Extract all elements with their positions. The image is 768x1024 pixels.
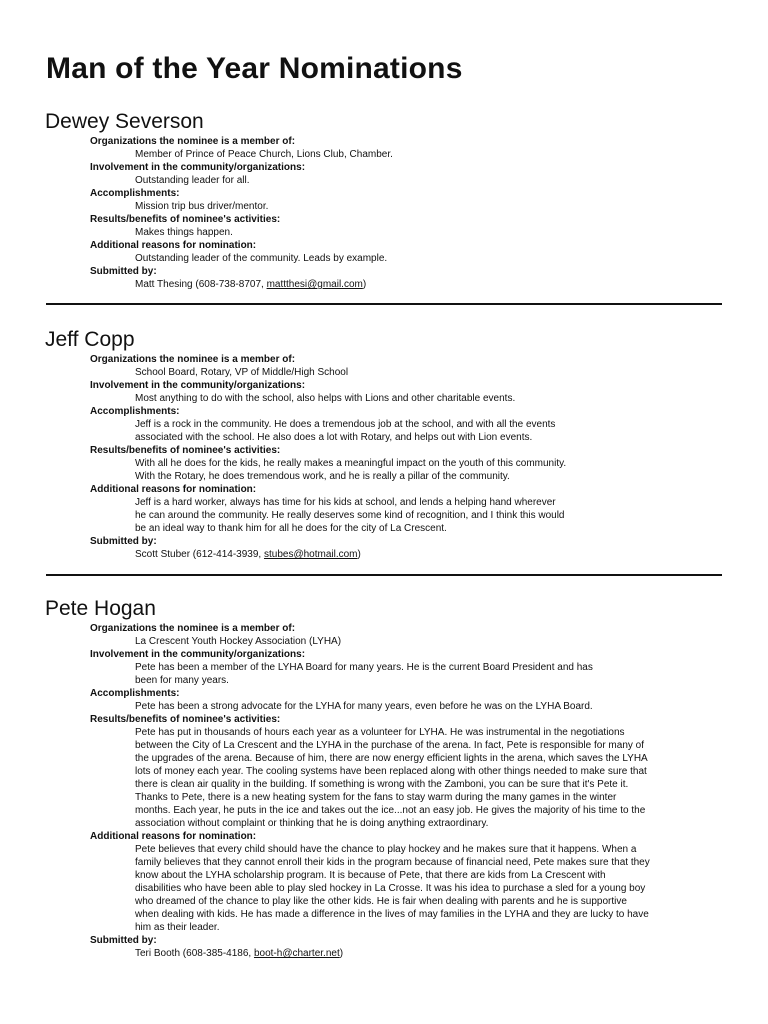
field-value-accomplishments [0, 700, 768, 713]
text-line: family believes that they cannot enroll their kids in the program because of financial need, Pete makes sure that they [135, 857, 650, 868]
text-line: been for many years. [135, 675, 229, 686]
field-label-submitted: Submitted by: [90, 266, 157, 277]
field-value-involvement [0, 661, 768, 687]
field-label-orgs: Organizations the nominee is a member of: [90, 136, 296, 147]
text-line: Jeff is a rock in the community. He does a tremendous job at the school, and with all the events [135, 419, 556, 430]
text-line: him as their leader. [135, 922, 220, 933]
text-line: association without complaint or thinking that he is doing anything extraordinary. [135, 818, 489, 829]
field-value-orgs [0, 366, 768, 379]
field-label-additional: Additional reasons for nomination: [90, 484, 257, 495]
field-label-accomplishments: Accomplishments: [90, 688, 180, 699]
text-line: La Crescent Youth Hockey Association (LYHA) [135, 636, 342, 647]
text-line: there is clean air quality in the building. If something is wrong with the Zamboni, you can be sure that it's Pete it. [135, 779, 629, 790]
field-value-accomplishments [0, 200, 768, 213]
text-line: With the Rotary, he does tremendous work, and he is really a pillar of the community. [135, 471, 510, 482]
submitter-name-phone: Matt Thesing (608-738-8707, [135, 279, 267, 290]
submitter-suffix: ) [339, 948, 344, 959]
field-label-results: Results/benefits of nominee's activities: [90, 214, 281, 225]
text-line: disabilities who have been able to play sled hockey in La Crosse. It was his idea to purchase a sled for a young boy [135, 883, 646, 894]
submitted-by [0, 548, 768, 561]
field-value-results [0, 457, 768, 483]
text-line: Pete believes that every child should have the chance to play hockey and he makes sure that it happens. When a [135, 844, 637, 855]
field-value-results [0, 726, 768, 830]
field-value-involvement [0, 392, 768, 405]
text-line: Pete has been a member of the LYHA Board for many years. He is the current Board President and has [135, 662, 593, 673]
submitter-suffix: ) [362, 279, 367, 290]
field-label-submitted: Submitted by: [90, 536, 157, 547]
text-line: lots of money each year. The cooling systems have been replaced along with other things needed to make sure that [135, 766, 647, 777]
field-value-orgs [0, 148, 768, 161]
text-line: when dealing with kids. He has made a difference in the lives of may families in the LYHA and they are lucky to have [135, 909, 649, 920]
nominee-name: Dewey Severson [45, 110, 204, 133]
field-value-accomplishments [0, 418, 768, 444]
submitter-name-phone: Teri Booth (608-385-4186, [135, 948, 254, 959]
text-line: months. Each year, he puts in the ice and takes out the ice...not an easy job. He gives the majority of his time to the [135, 805, 646, 816]
section-divider [46, 303, 722, 305]
text-line: who dreamed of the chance to play like the other kids. He is fair when dealing with parents and he is supportive [135, 896, 627, 907]
text-line: Outstanding leader of the community. Leads by example. [135, 253, 388, 264]
field-label-orgs: Organizations the nominee is a member of: [90, 354, 296, 365]
field-label-orgs: Organizations the nominee is a member of: [90, 623, 296, 634]
submitter-email-link[interactable]: mattthesi@gmail.com [266, 279, 363, 290]
field-label-accomplishments: Accomplishments: [90, 188, 180, 199]
text-line: between the City of La Crescent and the LYHA in the purchase of the arena. In fact, Pete is responsible for many of [135, 740, 644, 751]
text-line: With all he does for the kids, he really makes a meaningful impact on the youth of this community. [135, 458, 567, 469]
field-label-involvement: Involvement in the community/organizations: [90, 649, 306, 660]
text-line: the upgrades of the arena. Because of him, there are now energy efficient lights in the arena, which saves the LYHA [135, 753, 648, 764]
field-label-involvement: Involvement in the community/organizations: [90, 162, 306, 173]
text-line: School Board, Rotary, VP of Middle/High School [135, 367, 349, 378]
text-line: Makes things happen. [135, 227, 233, 238]
submitter-name-phone: Scott Stuber (612-414-3939, [135, 549, 264, 560]
field-label-involvement: Involvement in the community/organizations: [90, 380, 306, 391]
text-line: Outstanding leader for all. [135, 175, 250, 186]
text-line: Most anything to do with the school, also helps with Lions and other charitable events. [135, 393, 516, 404]
text-line: Thanks to Pete, there is a new heating system for the fans to stay warm during the many games in the winter [135, 792, 617, 803]
text-line: Jeff is a hard worker, always has time for his kids at school, and lends a helping hand wherever [135, 497, 556, 508]
field-label-additional: Additional reasons for nomination: [90, 831, 257, 842]
field-value-additional [0, 252, 768, 265]
nominee-name: Pete Hogan [45, 597, 156, 620]
nominee-name: Jeff Copp [45, 328, 135, 351]
field-value-involvement [0, 174, 768, 187]
page-title: Man of the Year Nominations [46, 52, 463, 85]
field-label-additional: Additional reasons for nomination: [90, 240, 257, 251]
text-line: associated with the school. He also does a lot with Rotary, and helps out with Lion events. [135, 432, 533, 443]
text-line: Pete has been a strong advocate for the LYHA for many years, even before he was on the LYHA Board. [135, 701, 593, 712]
submitter-suffix: ) [357, 549, 361, 560]
nominee-fields [0, 622, 768, 960]
text-line: know about the LYHA scholarship program. It is because of Pete, that there are kids from La Crescent with [135, 870, 606, 881]
nominee-fields [0, 353, 768, 561]
submitted-by [0, 278, 768, 291]
text-line: Mission trip bus driver/mentor. [135, 201, 269, 212]
field-label-submitted: Submitted by: [90, 935, 157, 946]
text-line: Member of Prince of Peace Church, Lions Club, Chamber. [135, 149, 393, 160]
text-line: Pete has put in thousands of hours each year as a volunteer for LYHA. He was instrumental in the negotiations [135, 727, 625, 738]
field-label-results: Results/benefits of nominee's activities: [90, 445, 281, 456]
submitted-by [0, 947, 768, 960]
field-label-accomplishments: Accomplishments: [90, 406, 180, 417]
text-line: be an ideal way to thank him for all he does for the city of La Crescent. [135, 523, 447, 534]
field-value-additional [0, 496, 768, 535]
field-value-results [0, 226, 768, 239]
submitter-email-link[interactable]: boot-h@charter.net [253, 948, 340, 959]
text-line: he can around the community. He really deserves some kind of recognition, and I think this would [135, 510, 565, 521]
submitter-email-link[interactable]: stubes@hotmail.com [263, 549, 358, 560]
nominee-fields [0, 135, 768, 291]
section-divider [46, 574, 722, 576]
field-value-additional [0, 843, 768, 934]
field-value-orgs [0, 635, 768, 648]
field-label-results: Results/benefits of nominee's activities: [90, 714, 281, 725]
